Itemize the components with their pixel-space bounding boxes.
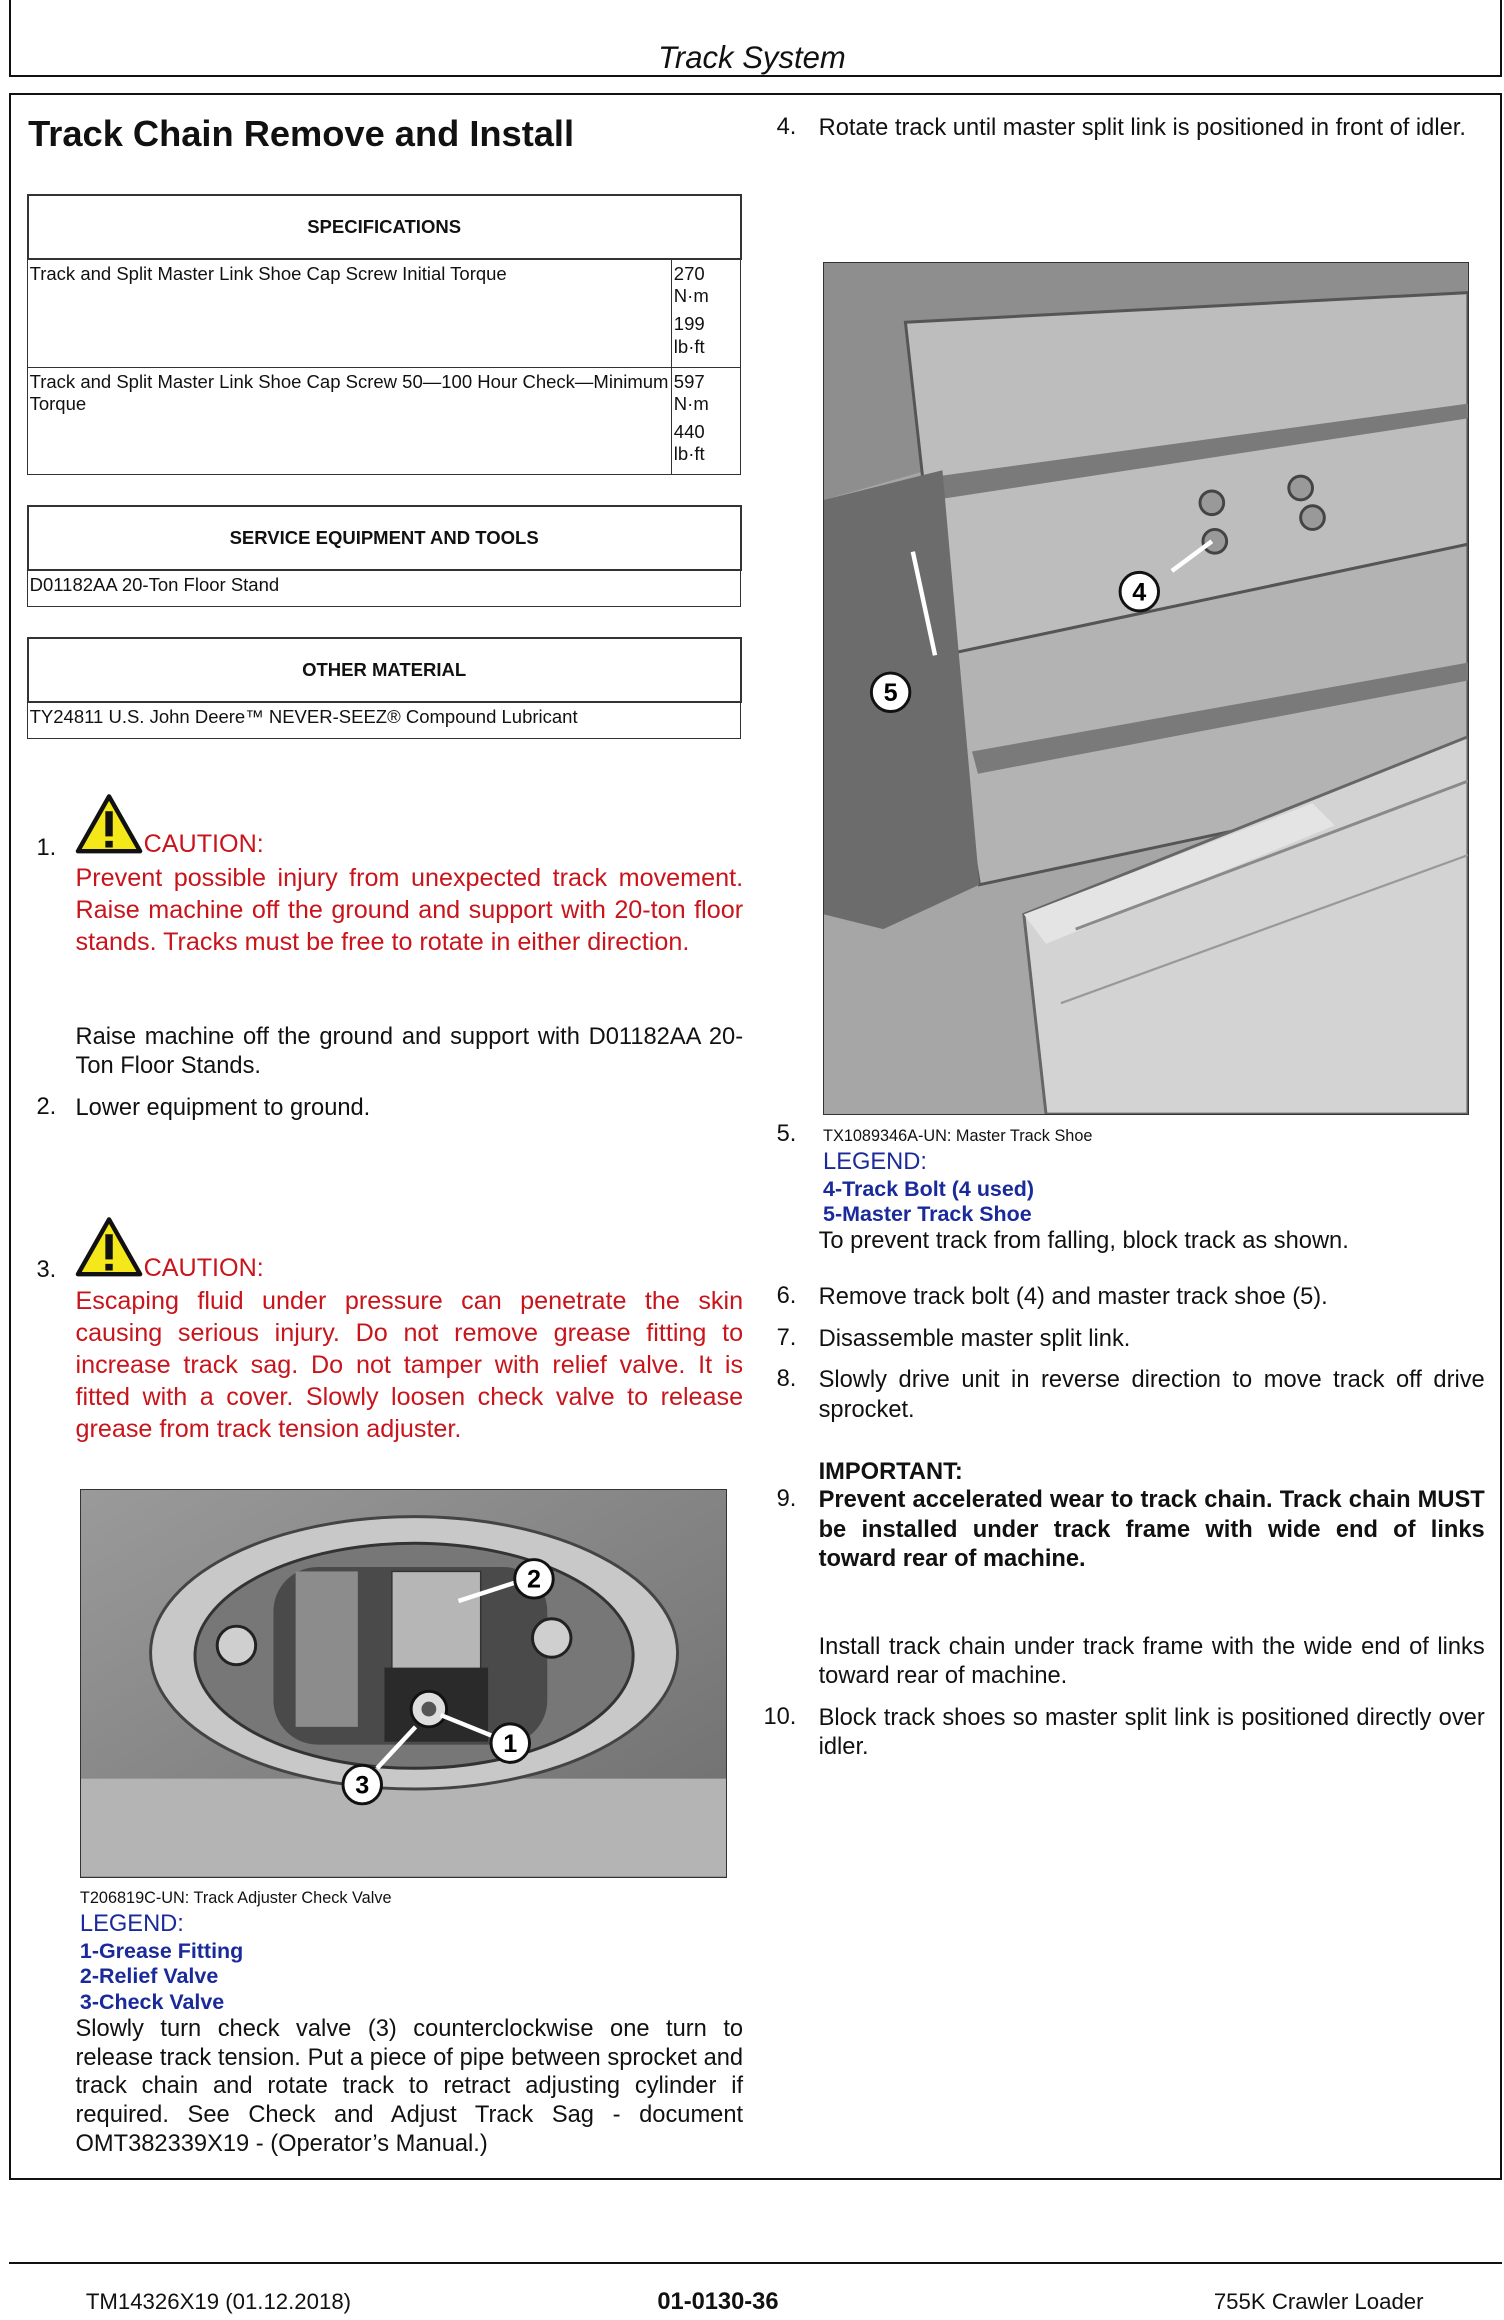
spec-label: Track and Split Master Link Shoe Cap Screw 50—100 Hour Check—Minimum Torque bbox=[28, 367, 672, 475]
master-track-shoe-photo bbox=[823, 262, 1469, 1115]
step-number: 7. bbox=[776, 1324, 797, 1351]
master-track-shoe-image bbox=[824, 263, 1468, 1114]
step-number: 10. bbox=[763, 1703, 797, 1730]
step-number: 3. bbox=[36, 1256, 57, 1283]
spec-label: Track and Split Master Link Shoe Cap Screw Initial Torque bbox=[28, 259, 672, 367]
callout-5: 5 bbox=[883, 679, 898, 708]
service-tools-table bbox=[27, 505, 742, 608]
check-valve-photo bbox=[80, 1489, 727, 1877]
spec-value-metric: 270 bbox=[673, 263, 705, 285]
step-text: Slowly turn check valve (3) counterclockwise one turn to release track tension. Put a piece of pipe between sprocket and track chain and rotate track to retract adjusting cylinder if required. See Check and Adjust Track Sag - document OMT382339X19 - (Operator’s Manual.) bbox=[75, 2015, 744, 2158]
spec-unit-imperial: lb·ft bbox=[673, 443, 705, 465]
spec-value-metric: 597 bbox=[673, 370, 705, 392]
warning-triangle-icon bbox=[75, 792, 143, 856]
legend-title: LEGEND: bbox=[79, 1911, 184, 1938]
step-number: 5. bbox=[776, 1120, 797, 1147]
other-material-table bbox=[27, 637, 742, 740]
caution-label: CAUTION: bbox=[143, 1253, 264, 1282]
table-row bbox=[28, 702, 741, 739]
legend-item: 1-Grease Fitting bbox=[79, 1939, 244, 1964]
page-title: Track Chain Remove and Install bbox=[28, 112, 575, 154]
page-number: 01-0130-36 bbox=[657, 2288, 779, 2315]
step-text: Raise machine off the ground and support with D01182AA 20-Ton Floor Stands. bbox=[75, 1023, 744, 1080]
warning-triangle-icon bbox=[75, 1215, 143, 1279]
step-number: 9. bbox=[776, 1486, 797, 1513]
spec-unit-metric: N·m bbox=[673, 392, 709, 414]
legend-item: 5-Master Track Shoe bbox=[823, 1202, 1032, 1226]
step-text: Disassemble master split link. bbox=[818, 1325, 1131, 1352]
step-text: Remove track bolt (4) and master track shoe (5). bbox=[818, 1284, 1328, 1311]
step-text: Block track shoes so master split link is positioned directly over idler. bbox=[818, 1704, 1485, 1761]
caution-text: Escaping fluid under pressure can penetrate the skin causing serious injury. Do not remove grease fitting to increase track sag. Do not tamper with relief valve. It is fitted with a cover. Slowly loosen check valve to release grease from track tension adjuster. bbox=[75, 1287, 744, 1443]
spec-unit-metric: N·m bbox=[673, 285, 709, 307]
table-row bbox=[28, 367, 741, 475]
other-material-header: OTHER MATERIAL bbox=[28, 638, 741, 702]
service-tools-header: SERVICE EQUIPMENT AND TOOLS bbox=[28, 506, 741, 570]
step-number: 2. bbox=[36, 1093, 57, 1120]
important-text: Prevent accelerated wear to track chain. Track chain MUST be installed under track frame with wide end of links toward rear of machine. bbox=[818, 1487, 1485, 1573]
callout-3: 3 bbox=[355, 1771, 370, 1800]
step-text: Install track chain under track frame with the wide end of links toward rear of machine. bbox=[818, 1633, 1485, 1690]
step-text: Slowly drive unit in reverse direction to move track off drive sprocket. bbox=[818, 1367, 1485, 1423]
table-row bbox=[28, 570, 741, 607]
caution-text: Prevent possible injury from unexpected track movement. Raise machine off the ground and support with 20-ton floor stands. Tracks must be free to rotate in either direction. bbox=[75, 864, 744, 956]
step-number: 1. bbox=[36, 834, 57, 861]
step-number: 6. bbox=[776, 1283, 797, 1310]
callout-1: 1 bbox=[503, 1730, 518, 1759]
doc-id: TM14326X19 (01.12.2018) bbox=[85, 2288, 352, 2314]
step-number: 4. bbox=[776, 113, 797, 140]
step-text: Rotate track until master split link is positioned in front of idler. bbox=[818, 114, 1466, 141]
figure-caption: T206819C-UN: Track Adjuster Check Valve bbox=[79, 1888, 392, 1907]
callout-2: 2 bbox=[526, 1565, 541, 1594]
check-valve-image bbox=[81, 1490, 726, 1876]
spec-value-imperial: 440 bbox=[673, 420, 705, 442]
figure-caption: TX1089346A-UN: Master Track Shoe bbox=[823, 1126, 1093, 1145]
model-name: 755K Crawler Loader bbox=[1213, 2288, 1424, 2314]
spec-value bbox=[672, 259, 741, 367]
specifications-table bbox=[27, 194, 742, 475]
callout-4: 4 bbox=[1132, 578, 1147, 607]
footer-divider bbox=[9, 2262, 1503, 2264]
table-row bbox=[28, 259, 741, 367]
section-title: Track System bbox=[658, 39, 846, 75]
spec-unit-imperial: lb·ft bbox=[673, 335, 705, 357]
step-text: To prevent track from falling, block track as shown. bbox=[818, 1228, 1349, 1255]
legend-item: 2-Relief Valve bbox=[79, 1964, 219, 1989]
specifications-header: SPECIFICATIONS bbox=[28, 195, 741, 259]
spec-value bbox=[672, 367, 741, 475]
spec-value-imperial: 199 bbox=[673, 313, 705, 335]
step-text: Lower equipment to ground. bbox=[75, 1094, 371, 1121]
important-label: IMPORTANT: bbox=[818, 1459, 963, 1486]
step-number: 8. bbox=[776, 1366, 797, 1393]
caution-label: CAUTION: bbox=[143, 830, 264, 859]
tool-cell: D01182AA 20-Ton Floor Stand bbox=[28, 570, 741, 607]
legend-item: 3-Check Valve bbox=[79, 1989, 225, 2014]
material-cell: TY24811 U.S. John Deere™ NEVER-SEEZ® Compound Lubricant bbox=[28, 702, 741, 739]
legend-item: 4-Track Bolt (4 used) bbox=[823, 1176, 1035, 1201]
legend-title: LEGEND: bbox=[823, 1148, 927, 1175]
